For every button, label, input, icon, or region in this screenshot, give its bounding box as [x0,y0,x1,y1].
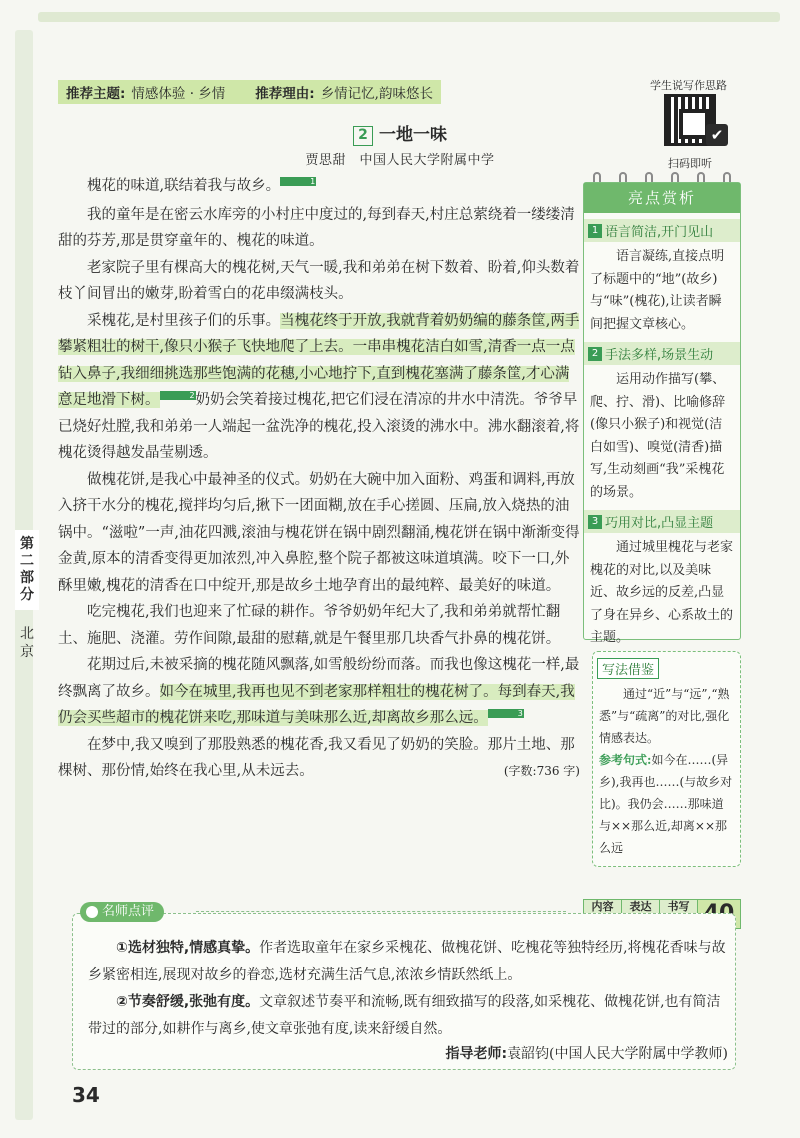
divider [196,911,566,912]
page-number: 34 [72,1083,100,1107]
highlight: 当槐花终于开放,我就背着奶奶编的藤条筐,两手攀紧粗壮的树干,像只小猴子飞快地爬了上去。一串串槐花洁白如雪,清香一点一点钻入鼻子,我细细挑选那些饱满的花穗,小心地拧下,直到槐花塞满了藤条筐,才心满意足地滑下树。 [58,312,580,408]
sidebar-section-heading: 2 手法多样,场景生动 [584,342,740,365]
article-number: 2 [353,126,373,146]
article-body [58,173,580,785]
highlights-sidebar [583,182,741,645]
top-band [38,12,780,22]
paragraph: 吃完槐花,我们也迎来了忙碌的耕作。爷爷奶奶年纪大了,我和弟弟就帮忙翻土、施肥、浇灌。劳作间隙,最甜的慰藉,就是午餐里那几块香气扑鼻的槐花饼。 [58,604,561,647]
paragraph: 我的童年是在密云水库旁的小村庄中度过的,每到春天,村庄总萦绕着一缕缕清甜的芬芳,那是贯穿童年的、槐花的味道。 [58,206,575,249]
theme-bar [58,80,441,104]
qr-label: 学生说写作思路 [650,79,727,92]
chapter-tab: 第二部分 [15,530,39,610]
paragraph: 做槐花饼,是我心中最神圣的仪式。奶奶在大碗中加入面粉、鸡蛋和调料,再放入挤干水分的槐花,搅拌均匀后,揪下一团面糊,放在手心搓圆、压扁,放入烧热的油锅中。“滋啦”一声,油花四溅,滚油与槐花饼在锅中剧烈翻涌,槐花饼在锅中渐渐变得金黄,原本的清香变得更加浓烈,冲入鼻腔,整个院子都被这味道填满。咬下一口,外酥里嫩,槐花的清香在口中绽开,那是故乡土地孕育出的最纯粹、最美好的味道。 [58,471,580,594]
reason-label: 推荐理由: [255,86,315,102]
user-icon [86,906,98,918]
teacher-credit: 指导老师:袁韶钧(中国人民大学附属中学教师) [445,1046,728,1062]
sidebar-section-heading: 1 语言简洁,开门见山 [584,219,740,242]
checkmark-icon: ✔ [706,124,728,146]
score-cell: 内容 [584,900,622,928]
comment-tag: 名师点评 [80,902,164,922]
annotation-mark: 2 [160,391,196,400]
theme-value: 情感体验 · 乡情 [131,86,226,102]
sidebar-title: 亮点赏析 [584,183,740,213]
paragraph: 在梦中,我又嗅到了那股熟悉的槐花香,我又看见了奶奶的笑脸。那片土地、那棵树、那份情,始终在我心里,从未远去。 (字数:736 字) [58,732,580,785]
chapter-city: 北京 [20,626,34,660]
reason-value: 乡情记忆,韵味悠长 [320,86,433,102]
qr-scan-label: 扫码即听 [668,157,712,170]
writing-tips-box [592,651,741,867]
paragraph: 花期过后,未被采摘的槐花随风飘落,如雪般纷纷而落。而我也像这槐花一样,最终飘离了故乡。如今在城里,我再也见不到老家那样粗壮的槐花树了。每到春天,我仍会买些超市的槐花饼来吃,那味道与美味那么近,却离故乡那么远。 3 [58,657,580,726]
paragraph: 老家院子里有棵高大的槐花树,天气一暖,我和弟弟在树下数着、盼着,仰头数着枝丫间冒出的嫩芽,盼着雪白的花串缀满枝头。 [58,259,580,302]
tips-text: 通过“近”与“远”,“熟悉”与“疏离”的对比,强化情感表达。 [599,687,730,745]
sidebar-section-text: 语言凝练,直接点明了标题中的“地”(故乡)与“味”(槐花),让读者瞬间把握文章核心。 [590,249,725,332]
article-title-text: 一地一味 [379,125,447,145]
annotation-mark: 3 [488,709,524,718]
paragraph: 采槐花,是村里孩子们的乐事。当槐花终于开放,我就背着奶奶编的藤条筐,两手攀紧粗壮的树干,像只小猴子飞快地爬了上去。一串串槐花洁白如雪,清香一点一点钻入鼻子,我细细挑选那些饱满的花穗,小心地拧下,直到槐花塞满了藤条筐,才心满意足地滑下树。 2奶奶会笑着接过槐花,把它们浸在清凉的井水中清洗。爷爷早已烧好灶膛,我和弟弟一人端起一盆洗净的槐花,投入滚烫的沸水中。沸水翻滚着,将槐花烫得越发晶莹剔透。 [58,312,580,461]
sidebar-section-text: 运用动作描写(攀、爬、拧、滑)、比喻修辞(像只小猴子)和视觉(洁白如雪)、嗅觉(清香)描写,生动刻画“我”采槐花的场景。 [590,372,726,500]
score-cell: 书写 [660,900,698,928]
annotation-mark: 1 [280,177,316,186]
paragraph: 槐花的味道,联结着我与故乡。 1 [87,177,316,194]
sidebar-section-text: 通过城里槐花与老家槐花的对比,以及美味近、故乡远的反差,凸显了身在异乡、心系故土的主题。 [590,540,734,645]
tips-title: 写法借鉴 [597,658,659,679]
article-title [0,120,800,146]
highlight: 如今在城里,我再也见不到老家那样粗壮的槐花树了。每到春天,我仍会买些超市的槐花饼来吃,那味道与美味那么近,却离故乡那么远。 [58,683,575,726]
comment-paragraph: ①选材独特,情感真挚。作者选取童年在家乡采槐花、做槐花饼、吃槐花等独特经历,将槐花香味与故乡紧密相连,展现对故乡的眷恋,选材充满生活气息,浓浓乡情跃然纸上。 [88,940,726,983]
article-author: 贾思甜 中国人民大学附属中学 [305,153,495,168]
sidebar-section-heading: 3 巧用对比,凸显主题 [584,510,740,533]
score-cell: 表达 [622,900,660,928]
tips-reference: 参考句式:如今在……(异乡),我再也……(与故乡对比)。我仍会……那味道与××那么近,却离××那么远 [599,753,733,855]
word-count: (字数:736 字) [503,764,580,778]
theme-label: 推荐主题: [66,86,126,102]
comment-paragraph: ②节奏舒缓,张弛有度。文章叙述节奏平和流畅,既有细致描写的段落,如采槐花、做槐花饼,也有简洁带过的部分,如耕作与离乡,使文章张弛有度,读来舒缓自然。 [88,994,721,1037]
